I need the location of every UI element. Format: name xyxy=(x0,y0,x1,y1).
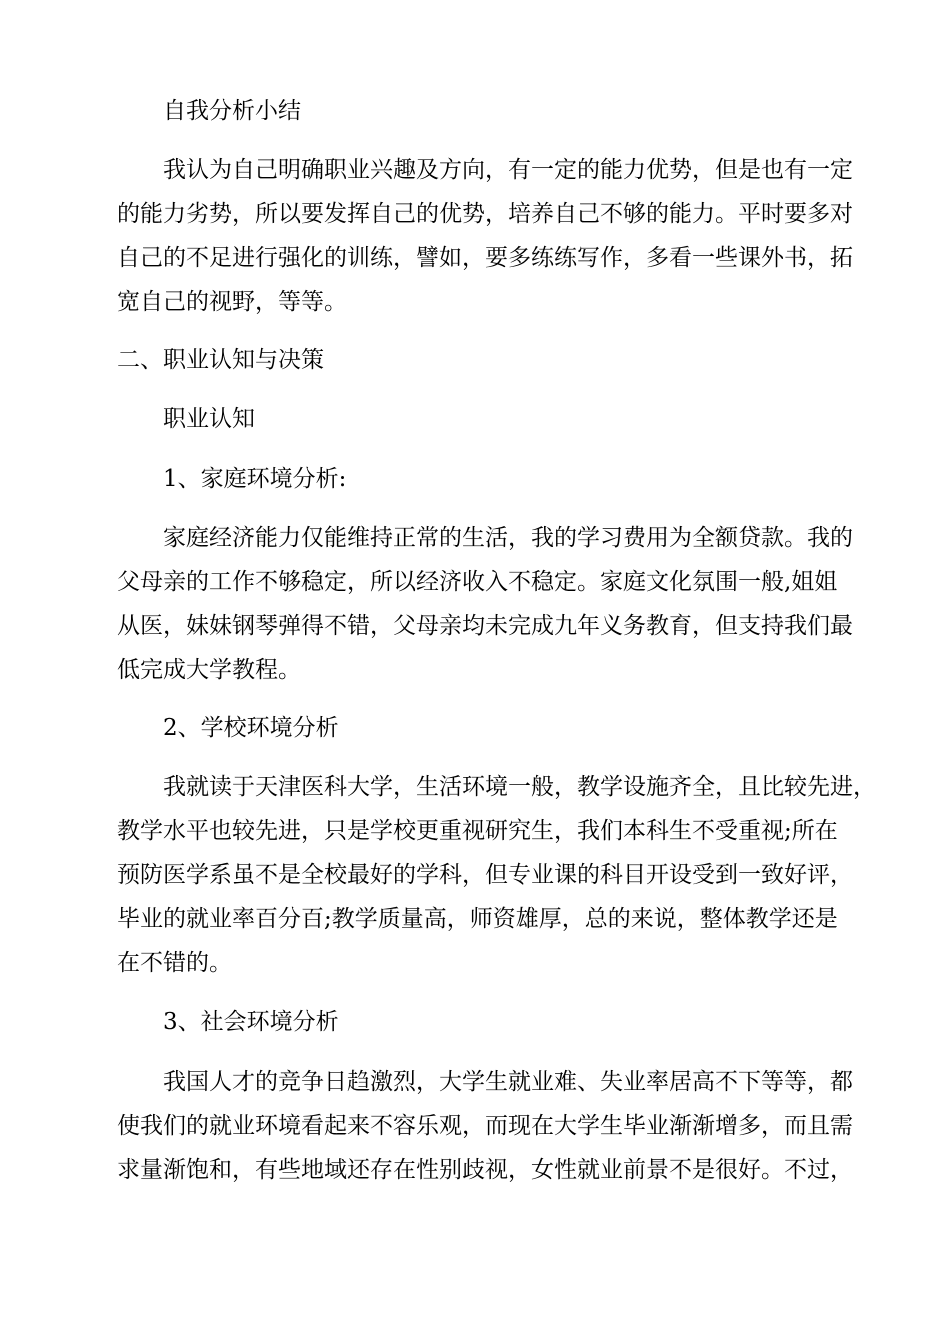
self-summary-heading-block xyxy=(117,89,847,133)
paragraph-line: 我国人才的竞争日趋激烈，大学生就业难、失业率居高不下等等，都 xyxy=(163,1069,853,1095)
subsection-heading: 1、家庭环境分析: xyxy=(163,466,347,492)
subsection-heading: 2、学校环境分析 xyxy=(163,715,339,741)
section-two-heading-block xyxy=(117,338,847,382)
school-paragraph xyxy=(117,765,876,985)
paragraph-line: 从医，妹妹钢琴弹得不错，父母亲均未完成九年义务教育，但支持我们最 xyxy=(117,613,853,639)
paragraph-line: 宽自己的视野，等等。 xyxy=(117,289,347,315)
section-heading: 二、职业认知与决策 xyxy=(117,347,324,373)
self-summary-paragraph xyxy=(117,148,853,324)
society-heading-block xyxy=(117,1000,847,1044)
subsection-heading: 职业认知 xyxy=(163,406,255,432)
family-paragraph xyxy=(117,516,853,692)
career-cognition-heading-block xyxy=(117,397,847,441)
paragraph-line: 在不错的。 xyxy=(117,950,232,976)
subsection-heading: 3、社会环境分析 xyxy=(163,1009,339,1035)
paragraph-line: 求量渐饱和，有些地域还存在性别歧视，女性就业前景不是很好。不过， xyxy=(117,1157,853,1183)
paragraph-line: 父母亲的工作不够稳定，所以经济收入不稳定。家庭文化氛围一般,姐姐 xyxy=(117,569,838,595)
paragraph-line: 使我们的就业环境看起来不容乐观，而现在大学生毕业渐渐增多，而且需 xyxy=(117,1113,853,1139)
paragraph-line: 预防医学系虽不是全校最好的学科，但专业课的科目开设受到一致好评， xyxy=(117,862,853,888)
paragraph-line: 毕业的就业率百分百;教学质量高，师资雄厚，总的来说，整体教学还是 xyxy=(117,906,838,932)
paragraph-line: 我认为自己明确职业兴趣及方向，有一定的能力优势，但是也有一定 xyxy=(163,157,853,183)
paragraph-line: 自己的不足进行强化的训练，譬如，要多练练写作，多看一些课外书，拓 xyxy=(117,245,853,271)
society-paragraph xyxy=(117,1060,853,1192)
school-heading-block xyxy=(117,706,847,750)
family-heading-block xyxy=(117,457,847,501)
paragraph-line: 教学水平也较先进，只是学校更重视研究生，我们本科生不受重视;所在 xyxy=(117,818,838,844)
self-summary-heading: 自我分析小结 xyxy=(163,98,301,124)
paragraph-line: 低完成大学教程。 xyxy=(117,657,301,683)
paragraph-line: 我就读于天津医科大学，生活环境一般，教学设施齐全，且比较先进， xyxy=(163,774,876,800)
paragraph-line: 家庭经济能力仅能维持正常的生活，我的学习费用为全额贷款。我的 xyxy=(163,525,853,551)
paragraph-line: 的能力劣势，所以要发挥自己的优势，培养自己不够的能力。平时要多对 xyxy=(117,201,853,227)
